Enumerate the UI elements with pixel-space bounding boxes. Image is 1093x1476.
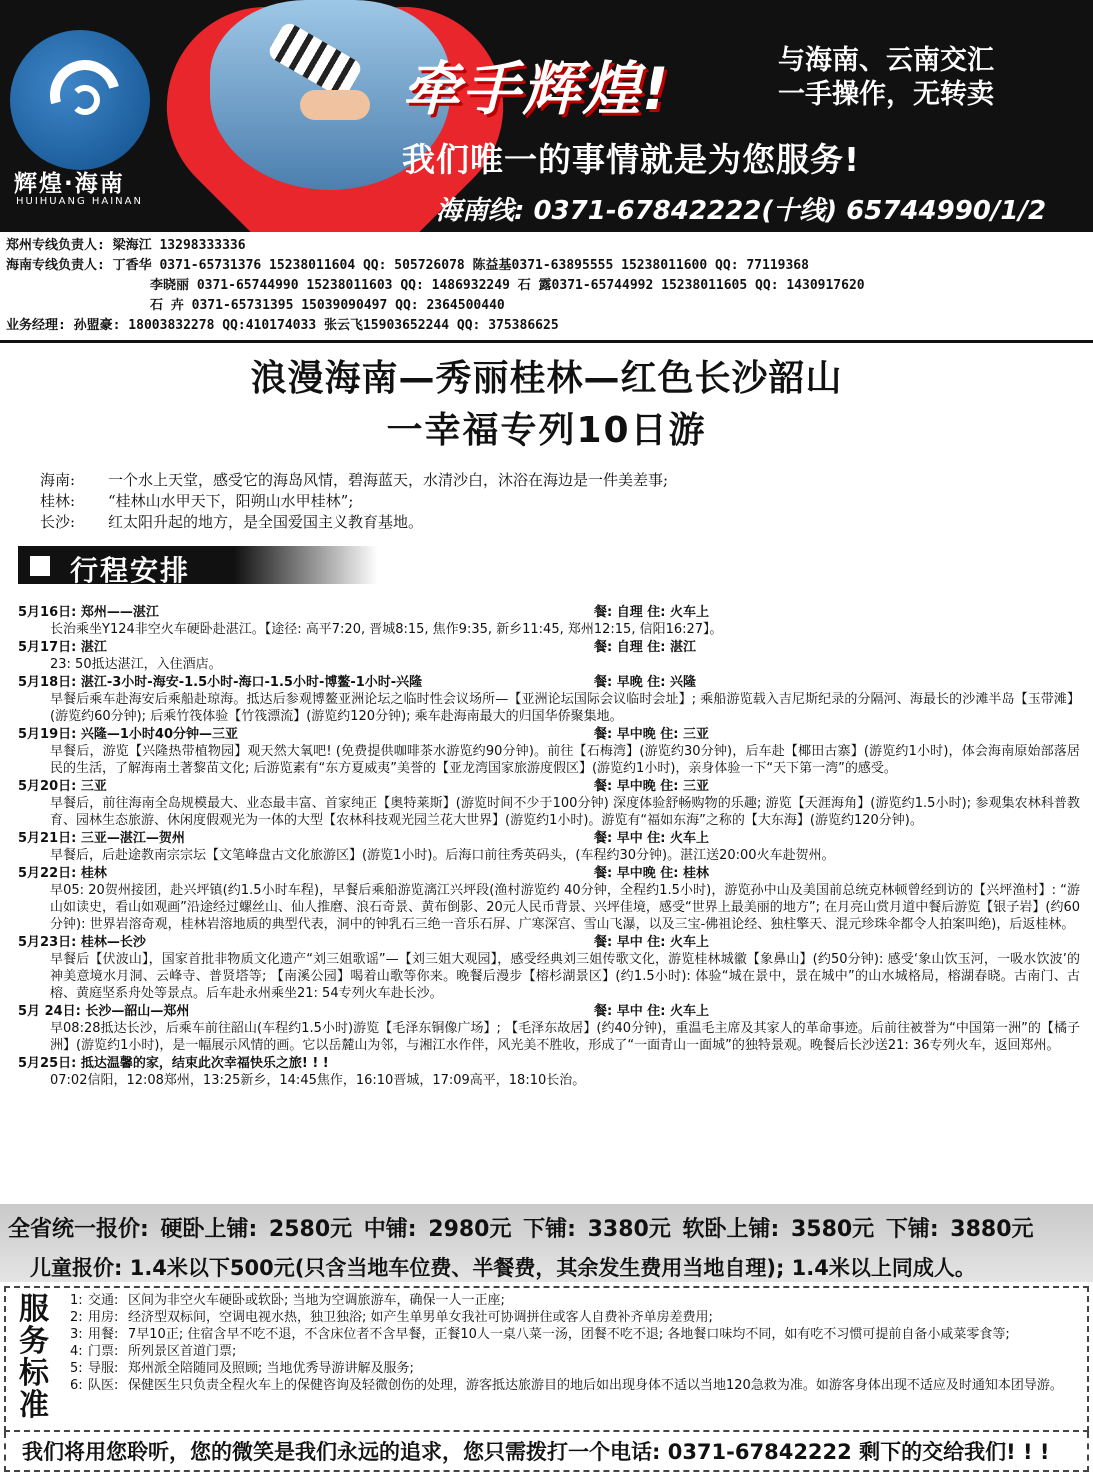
itinerary-day: 5月19日: 兴隆—1小时40分钟—三亚 餐: 早中晚 住: 三亚 早餐后，游览【兴隆热带植物园】观天然大氧吧! (免费提供咖啡茶水游览约90分钟)。前往【石梅湾】(游览约30分钟)，后车赴【椰田古寨】(游览约1小时)，体会海南原始部落居民的生活，了解海南土著黎苗文化; 后游览素有“东方夏威夷”美誉的【亚龙湾国家旅游度假区】(游览约1小时)，亲身体验一下“天下第一湾”的感受。 <box>18 727 1080 776</box>
service-item: 5: 导服: 郑州派全陪随同及照顾; 当地优秀导游讲解及服务; <box>70 1361 414 1376</box>
logo-name-en: HUIHUANG HAINAN <box>16 196 143 207</box>
service-items <box>70 1292 1082 1394</box>
service-item: 4: 门票: 所列景区首道门票; <box>70 1344 237 1359</box>
company-logo <box>10 30 150 170</box>
destination-intro <box>40 470 1080 533</box>
service-standard <box>4 1286 1089 1432</box>
child-price: 儿童报价: 1.4米以下500元(只含当地车位费、半餐费，其余发生费用当地自理); 1.4米以上同成人。 <box>30 1256 976 1280</box>
holding-hands <box>300 90 370 120</box>
itinerary-day: 5月23日: 桂林—长沙 餐: 早中 住: 火车上 早餐后【伏波山】，国家首批非物质文化遗产“刘三姐歌谣”—【刘三姐大观园】，感受经典刘三姐传歌文化，游览桂林城徽【象鼻山】(约50分钟): 感受‘象山饮玉河，一吸水饮波’的神美意境水月洞、云峰寺、普贤塔等; 【南溪公园】喝着山歌等你来。晚餐后漫步【榕杉湖景区】(约1.5小时): 体验“城在景中，景在城中”的山水城格局，榕湖春晓。古南门、古榕、黄庭坚系舟处等景点。后车赴永州乘坐21: 54专列火车赴长沙。 <box>18 935 1080 1001</box>
intro-line: 长沙: 红太阳升起的地方，是全国爱国主义教育基地。 <box>40 513 424 531</box>
page-title: 浪漫海南—秀丽桂林—红色长沙韶山 <box>250 358 843 399</box>
service-item: 3: 用餐: 7早10正; 住宿含早不吃不退，不含床位者不含早餐，正餐10人一桌八菜一汤，团餐不吃不退; 各地餐口味均不同，如有吃不习惯可提前自备小咸菜零食等; <box>70 1327 1010 1342</box>
service-item: 2: 用房: 经济型双标间，空调电视水热，独卫独浴; 如产生单男单女我社可协调拼住或客人自费补齐单房差费用; <box>70 1310 713 1325</box>
footer-slogan: 我们将用您聆听，您的微笑是我们永远的追求，您只需拨打一个电话: 0371-67842222 剩下的交给我们! ! ! <box>4 1432 1089 1472</box>
schedule-heading: 行程安排 <box>18 546 378 584</box>
logo-swirl-inner <box>70 85 100 115</box>
itinerary-day: 5月 24日: 长沙—韶山—郑州 餐: 早中 住: 火车上 早08:28抵达长沙，后乘车前往韶山(车程约1.5小时)游览【毛泽东铜像广场】; 【毛泽东故居】(约40分钟)，重温毛主席及其家人的革命事迹。后前往被誉为“中国第一洲”的【橘子洲】(游览约1小时)，是一幅展示风情的画。它以岳麓山为邻，与湘江水作伴，风光美不胜收，形成了“一面青山一面城”的独特景观。晚餐后长沙送21: 36专列火车，返回郑州。 <box>18 1004 1080 1053</box>
service-label: 服 务 标 准 <box>19 1292 49 1423</box>
contact-row: 李晓丽 0371-65744990 15238011603 QQ: 1486932249 石 露0371-65744992 15238011605 QQ: 1430917620 <box>150 278 865 293</box>
itinerary-day: 5月25日: 抵达温馨的家，结束此次幸福快乐之旅! ! ! 07:02信阳，12:08郑州，13:25新乡，14:45焦作，16:10晋城，17:09高平，18:10长治。 <box>18 1056 586 1088</box>
contact-row: 海南专线负责人: 丁香华 0371-65731376 15238011604 QQ: 505726078 陈益基0371-63895555 15238011600 QQ: 77119368 <box>6 258 809 273</box>
itinerary-day: 5月20日: 三亚 餐: 早中晚 住: 三亚 早餐后，前往海南全岛规模最大、业态最丰富、首家纯正【奥特莱斯】(游览时间不少于100分钟) 深度体验舒畅购物的乐趣; 游览【天涯海角】(游览约1.5小时); 参观集农林科普教育、园林生态旅游、休闲度假观光为一体的大型【农林科技观光园兰花大世界】(游览约1小时)。游览有“福如东海”之称的【大东海】(游览约120分钟)。 <box>18 779 1080 828</box>
logo-name-cn: 辉煌·海南 <box>14 171 125 197</box>
contact-list <box>6 236 1090 336</box>
intro-line: 海南: 一个水上天堂，感受它的海岛风情，碧海蓝天，水清沙白，沐浴在海边是一件美差事; <box>40 471 669 489</box>
service-item: 6: 队医: 保健医生只负责全程火车上的保健咨询及轻微创伤的处理，游客抵达旅游目的地后如出现身体不适以当地120急救为准。如游客身体出现不适应及时通知本团导游。 <box>70 1378 1063 1393</box>
hotline: 海南线: 0371-67842222(十线) 65744990/1/2 <box>436 196 1047 226</box>
contact-row: 郑州专线负责人: 梁海江 13298333336 <box>6 238 246 253</box>
itinerary-day: 5月22日: 桂林 餐: 早中晚 住: 桂林 早05: 20贺州接团，赴兴坪镇(约1.5小时车程)，早餐后乘船游览漓江兴坪段(渔村游览约 40分钟，全程约1.5小时)，游览孙中山及美国前总统克林顿曾经到访的【兴坪渔村】: “游山如读史，看山如观画”沿途经过螺丝山、仙人推磨、浪石奇景、黄布倒影、20元人民币背景、兴坪佳境，感受“世界上最美丽的地方”; 在月亮山赏月道中餐后游览【银子岩】(约60分钟): 世界岩溶奇观，桂林岩溶地质的典型代表，洞中的钟乳石三绝一音乐石屏、广寒深宫、雪山飞瀑，以及三宝-佛祖论经、独柱擎天、混元珍珠伞都令人拍案叫绝)，后返桂林。 <box>18 866 1080 932</box>
page-subtitle: 一幸福专列10日游 <box>386 410 707 451</box>
itinerary-day: 5月21日: 三亚—湛江—贺州 餐: 早中 住: 火车上 早餐后，后赴途教南宗宗坛【文笔峰盘古文化旅游区】(游览1小时)。后海口前往秀英码头，(车程约30分钟)。湛江送20:00火车赴贺州。 <box>18 831 835 863</box>
itinerary-day: 5月18日: 湛江-3小时-海安-1.5小时-海口-1.5小时-博鳌-1小时-兴隆 餐: 早晚 住: 兴隆 早餐后乘车赴海安后乘船赴琼海。抵达后参观博鳌亚洲论坛之临时性会议场所—【亚洲论坛国际会议临时会址】; 乘船游览载入吉尼斯纪录的分隔河、海最长的沙滩半岛【玉带滩】(游览约60分钟); 后乘竹筏体验【竹筏漂流】(游览约120分钟); 乘车赴海南最大的归国华侨聚集地。 <box>18 675 1080 724</box>
header-banner <box>0 0 1093 232</box>
adult-price: 全省统一报价: 硬卧上铺: 2580元 中铺: 2980元 下铺: 3380元 软卧上铺: 3580元 下铺: 3880元 <box>8 1217 1034 1242</box>
divider <box>0 340 1093 343</box>
slogan-headline: 牵手辉煌! <box>402 55 671 123</box>
square-icon <box>30 556 50 576</box>
contact-row: 石 卉 0371-65731395 15039090497 QQ: 2364500440 <box>150 298 505 313</box>
itinerary <box>18 604 1080 1090</box>
price-band <box>0 1204 1093 1282</box>
slogan-side: 与海南、云南交汇 一手操作，无转卖 <box>778 45 994 110</box>
intro-line: 桂林: “桂林山水甲天下，阳朔山水甲桂林”; <box>40 492 354 510</box>
service-item: 1: 交通: 区间为非空火车硬卧或软卧; 当地为空调旅游车，确保一人一正座; <box>70 1293 505 1308</box>
itinerary-day: 5月17日: 湛江 餐: 自理 住: 湛江 23: 50抵达湛江，入住酒店。 <box>18 640 696 672</box>
service-slogan: 我们唯一的事情就是为您服务! <box>402 140 861 179</box>
contact-row: 业务经理: 孙盟豪: 18003832278 QQ:410174033 张云飞15903652244 QQ: 375386625 <box>6 318 559 333</box>
itinerary-day: 5月16日: 郑州——湛江 餐: 自理 住: 火车上 长治乘坐Y124非空火车硬卧赴湛江。【途径: 高平7:20, 晋城8:15, 焦作9:35, 新乡11:45, 郑州12:15, 信阳16:27】。 <box>18 605 723 637</box>
